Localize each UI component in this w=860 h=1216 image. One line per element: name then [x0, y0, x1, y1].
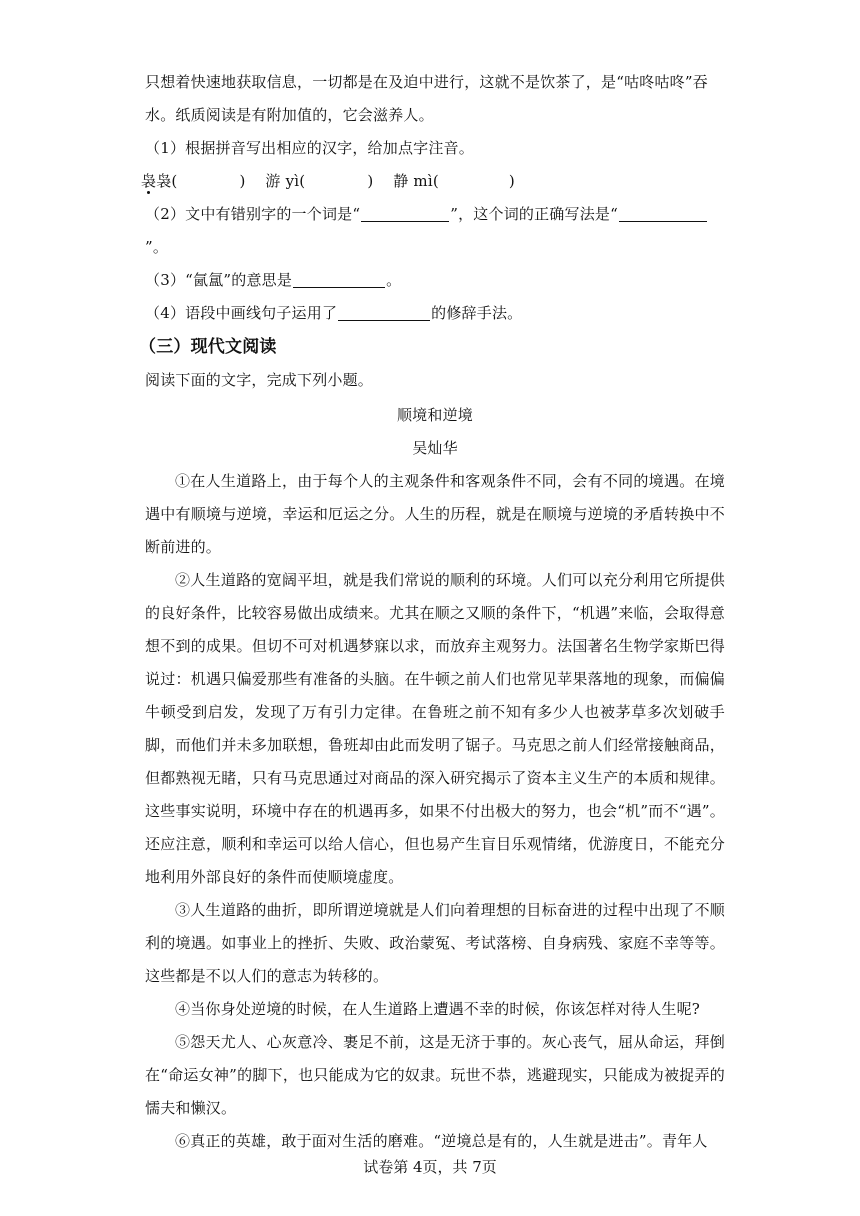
- text-line: 水。纸质阅读是有附加值的，它会滋养人。: [145, 106, 434, 124]
- article-paragraph: ③人生道路的曲折，即所谓逆境就是人们向着理想的目标奋进的过程中出现了不顺利的境遇。如事业上的挫折、失败、政治蒙冤、考试落榜、自身病残、家庭不幸等等。这些都是不以人们的意志为转移的。: [145, 901, 725, 985]
- item-3-text: 静 mì(: [393, 172, 439, 190]
- article-title: 顺境和逆境: [396, 406, 473, 424]
- item-1-close: ): [239, 172, 246, 190]
- q4-part-a: （4）语段中画线句子运用了: [145, 304, 338, 322]
- item-2-text: 游 yì(: [265, 172, 306, 190]
- q2-part-b: ”，这个词的正确写法是“: [450, 205, 618, 223]
- section-heading: （三）现代文阅读: [139, 337, 277, 357]
- q3-part-b: 。: [386, 271, 402, 289]
- q4-part-b: 的修辞手法。: [431, 304, 523, 322]
- article-paragraph: ①在人生道路上，由于每个人的主观条件和客观条件不同，会有不同的境遇。在境遇中有顺境与逆境，幸运和厄运之分。人生的历程，就是在顺境与逆境的矛盾转换中不断前进的。: [145, 472, 725, 556]
- q2-part-a: （2）文中有错别字的一个词是“: [145, 205, 361, 223]
- text-line: 只想着快速地获取信息，一切都是在及迫中进行，这就不是饮茶了，是“咕咚咕咚”吞: [145, 73, 708, 91]
- question-2: [145, 198, 725, 264]
- article-author: 吴灿华: [412, 439, 458, 457]
- section-instruction: 阅读下面的文字，完成下列小题。: [145, 371, 374, 389]
- page-footer: 试卷第 4页，共 7页: [363, 1158, 497, 1176]
- q3-part-a: （3）“氤氲”的意思是: [145, 271, 293, 289]
- item-2-close: ): [367, 172, 374, 190]
- answer-blank[interactable]: [293, 271, 385, 288]
- article-paragraph: ⑥真正的英雄，敢于面对生活的磨难。“逆境总是有的，人生就是进击”。青年人: [175, 1132, 708, 1150]
- page-content: [139, 66, 725, 1158]
- article-paragraph: ⑤怨天尤人、心灰意冷、裹足不前，这是无济于事的。灰心丧气，屈从命运，拜倒在“命运女神”的脚下，也只能成为它的奴隶。玩世不恭，逃避现实，只能成为被捉弄的懦夫和懒汉。: [145, 1033, 725, 1117]
- question-1-items: [141, 165, 725, 198]
- dotted-char: 袅: [141, 165, 156, 198]
- item-3-close: ): [508, 172, 515, 190]
- question-3: [145, 264, 725, 297]
- article-paragraph: ②人生道路的宽阔平坦，就是我们常说的顺利的环境。人们可以充分利用它所提供的良好条件，比较容易做出成绩来。尤其在顺之又顺的条件下，“机遇”来临，会取得意想不到的成果。但切不可对机遇梦寐以求，而放弃主观努力。法国著名生物学家斯巴得说过：机遇只偏爱那些有准备的头脑。在牛顿之前人们也常见苹果落地的现象，而偏偏牛顿受到启发，发现了万有引力定律。在鲁班之前不知有多少人也被茅草多次划破手脚，而他们并未多加联想，鲁班却由此而发明了锯子。马克思之前人们经常接触商品，但都熟视无睹，只有马克思通过对商品的深入研究揭示了资本主义生产的本质和规律。这些事实说明，环境中存在的机遇再多，如果不付出极大的努力，也会“机”而不“遇”。还应注意，顺利和幸运可以给人信心，但也易产生盲目乐观情绪，优游度日，不能充分地利用外部良好的条件而使顺境虚度。: [145, 571, 725, 886]
- article-paragraph: ④当你身处逆境的时候，在人生道路上遭遇不幸的时候，你该怎样对待人生呢?: [175, 1000, 701, 1018]
- question-4: [145, 297, 725, 330]
- item-1-text: 袅(: [156, 172, 178, 190]
- answer-blank[interactable]: [361, 205, 449, 222]
- question-1: （1）根据拼音写出相应的汉字，给加点字注音。: [145, 139, 474, 157]
- answer-blank[interactable]: [338, 304, 430, 321]
- q2-part-c: ”。: [145, 238, 169, 256]
- answer-blank[interactable]: [619, 205, 707, 222]
